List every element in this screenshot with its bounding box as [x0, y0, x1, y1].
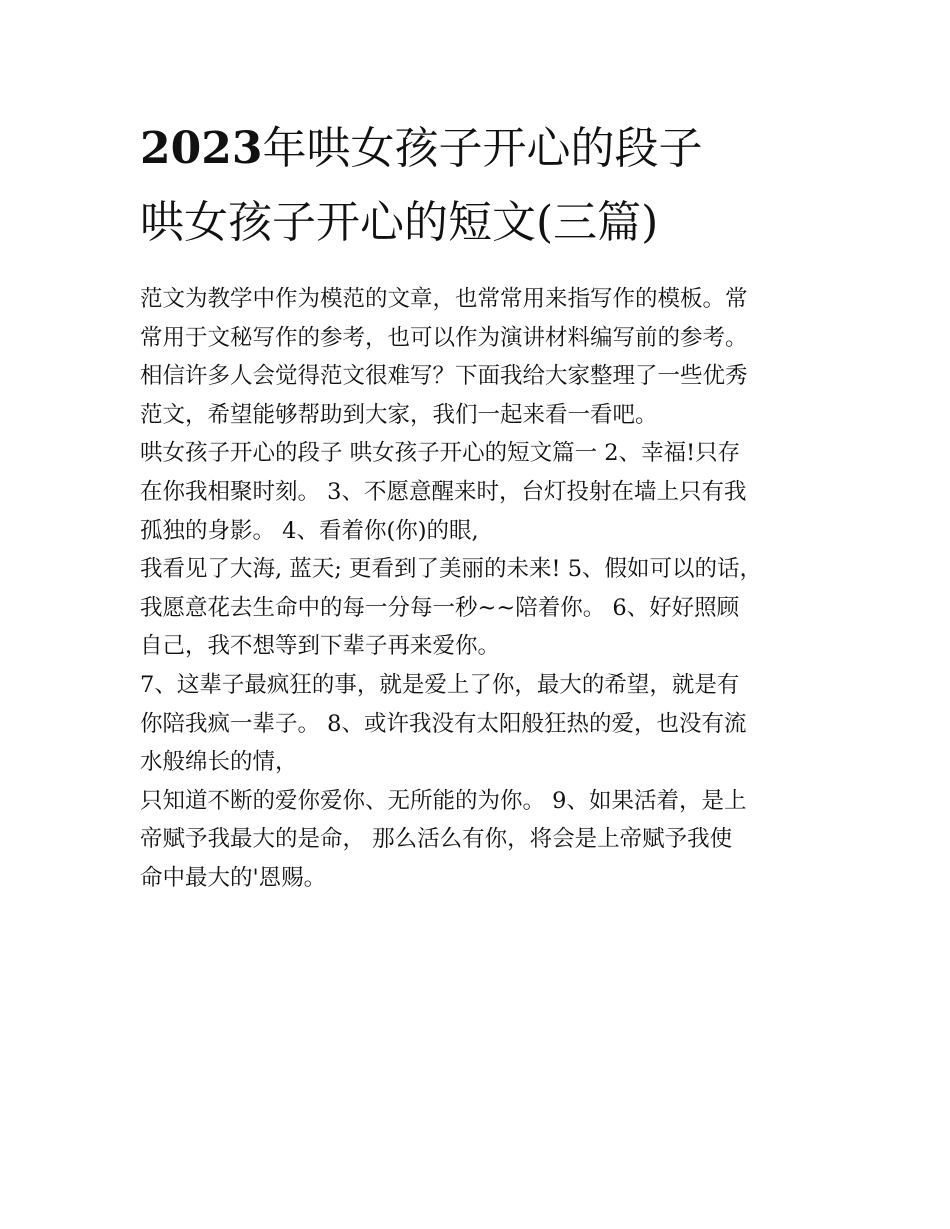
document-title	[140, 112, 840, 260]
document-body	[140, 280, 830, 898]
body-line: 自己，我不想等到下辈子再来爱你。	[140, 633, 501, 660]
body-line: 相信许多人会觉得范文很难写？下面我给大家整理了一些优秀	[140, 363, 748, 390]
body-line: 7、这辈子最疯狂的事，就是爱上了你，最大的希望，就是有	[140, 671, 740, 698]
title-year: 2023	[140, 123, 263, 174]
body-line: 只知道不断的爱你爱你、无所能的为你。 9、如果活着，是上	[140, 787, 747, 814]
title-line-1	[140, 112, 840, 186]
body-line: 我愿意花去生命中的每一分每一秒~~陪着你。 6、好好照顾	[140, 594, 740, 621]
body-line: 范文为教学中作为模范的文章，也常常用来指写作的模板。常	[140, 286, 748, 312]
body-line: 孤独的身影。 4、看着你(你)的眼,	[140, 517, 479, 544]
body-line: 范文，希望能够帮助到大家，我们一起来看一看吧。	[140, 401, 658, 428]
body-line: 哄女孩子开心的段子 哄女孩子开心的短文篇一 2、幸福!只存	[140, 440, 741, 467]
title-line-2: 哄女孩子开心的短文(三篇)	[140, 197, 659, 248]
body-line: 常用于文秘写作的参考，也可以作为演讲材料编写前的参考。	[140, 324, 748, 351]
body-line: 你陪我疯一辈子。 8、或许我没有太阳般狂热的爱，也没有流	[140, 710, 747, 737]
body-line: 在你我相聚时刻。 3、不愿意醒来时，台灯投射在墙上只有我	[140, 478, 747, 505]
body-line: 水般绵长的情，	[140, 749, 298, 776]
body-line: 我看见了大海, 蓝天; 更看到了美丽的未来! 5、假如可以的话，	[140, 556, 763, 583]
body-line: 命中最大的'恩赐。	[140, 864, 327, 891]
body-line: 帝赋予我最大的是命， 那么活么有你，将会是上帝赋予我使	[140, 826, 733, 853]
title-line-1-text: 年哄女孩子开心的段子	[262, 123, 703, 174]
